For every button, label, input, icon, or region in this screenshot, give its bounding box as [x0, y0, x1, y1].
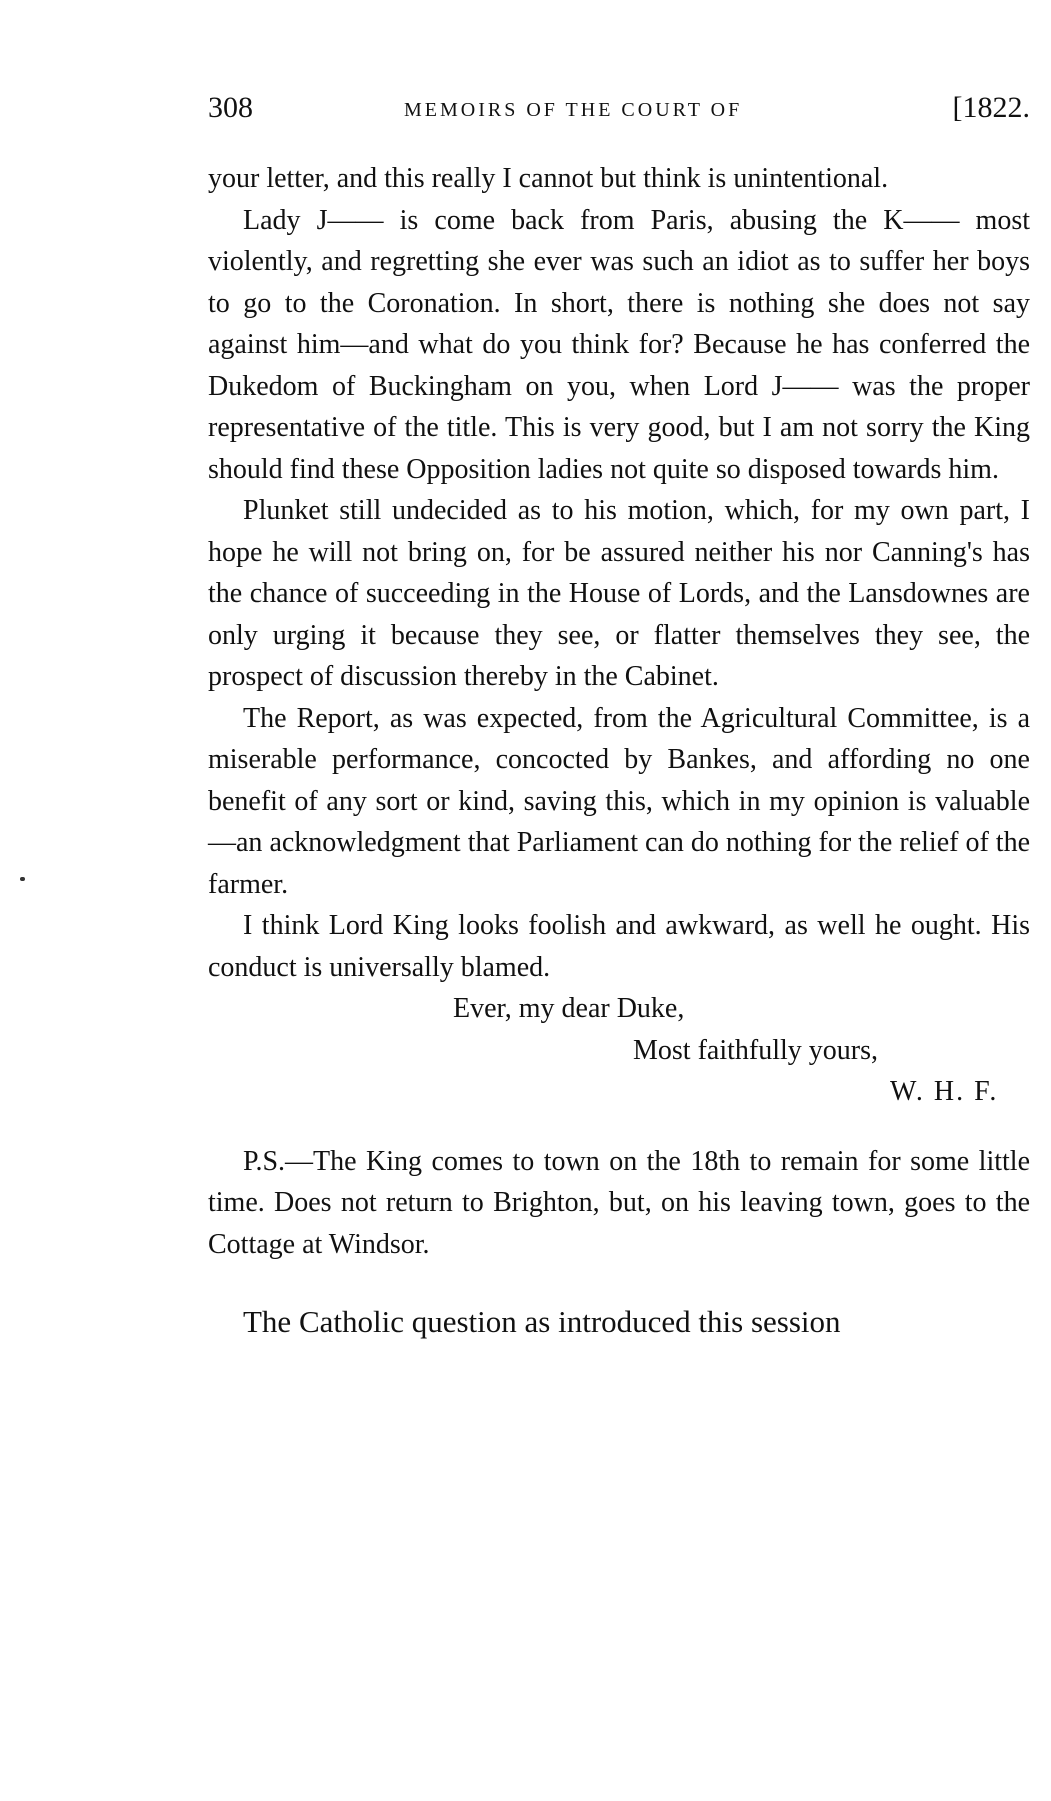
paragraph-report: The Report, as was expected, from the Agricultural Committee, is a miserable performance, concocted by Bankes, and affording no one benefit of any sort or kind, saving this, which in my opinion is valuable—an acknowledgment that Parliament can do nothing for the relief of the farmer.	[208, 702, 1030, 900]
postscript: P.S.—The King comes to town on the 18th to remain for some little time. Does not return to Brighton, but, on his leaving town, goes to the Cottage at Windsor.	[208, 1145, 1030, 1260]
closing-salutation: Ever, my dear Duke,	[453, 993, 685, 1024]
final-line: The Catholic question as introduced this session	[243, 1304, 841, 1339]
letter-closing	[208, 988, 1030, 1113]
paragraph-continuation: your letter, and this really I cannot but think is unintentional.	[208, 163, 889, 194]
closing-signature: W. H. F.	[890, 1076, 999, 1107]
print-speck	[20, 877, 25, 881]
paragraph-plunket: Plunket still undecided as to his motion, which, for my own part, I hope he will not bring on, for be assured neither his nor Canning's has the chance of succeeding in the House of Lords, and the Lansdownes are only urging it because they see, or flatter themselves they see, the prospect of discussion thereby in the Cabinet.	[208, 495, 1030, 692]
header-year: [1822.	[952, 91, 1030, 124]
running-title: MEMOIRS OF THE COURT OF	[404, 99, 743, 121]
page-number: 308	[208, 91, 253, 124]
closing-valediction: Most faithfully yours,	[633, 1034, 878, 1066]
paragraph-lord-king: I think Lord King looks foolish and awkward, as well he ought. His conduct is universally blamed.	[208, 910, 1030, 983]
paragraph-lady-j: Lady J—— is come back from Paris, abusing the K—— most violently, and regretting she ever was such an idiot as to suffer her boys to go to the Coronation. In short, there is nothing she does not say against him—and what do you think for? Because he has conferred the Dukedom of Buckingham on you, when Lord J—— was the proper representative of the title. This is very good, but I am not sorry the King should find these Opposition ladies not quite so disposed towards him.	[208, 204, 1030, 485]
letter-body	[208, 158, 1030, 1343]
running-header	[208, 88, 1030, 128]
